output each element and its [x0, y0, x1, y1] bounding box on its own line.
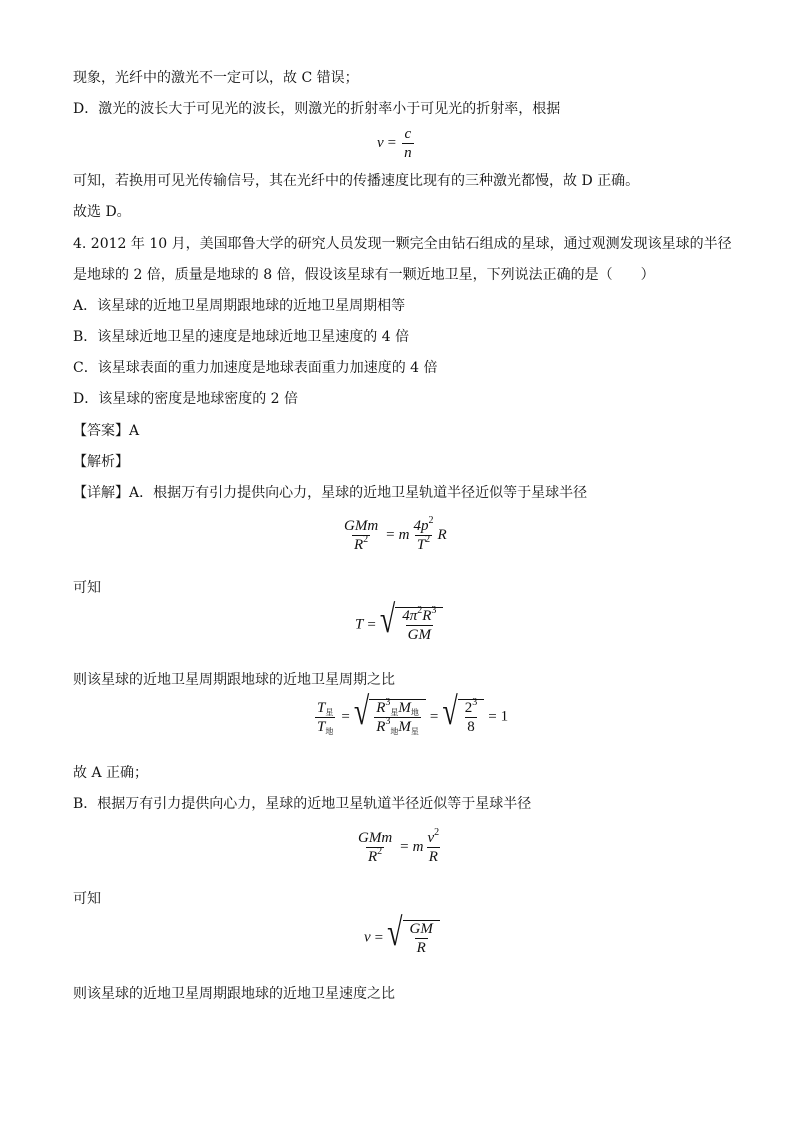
option-c: C．该星球表面的重力加速度是地球表面重力加速度的 4 倍 — [73, 360, 438, 376]
question-stem: 4. 2012 年 10 月，美国耶鲁大学的研究人员发现一颗完全由钻石组成的星球，通过观测发现该星球的半径 — [73, 236, 732, 252]
equation-velocity: v = √ $\frac{GM}{R}$ — [364, 920, 440, 956]
option-a: A．该星球的近地卫星周期跟地球的近地卫星周期相等 — [73, 298, 406, 314]
equation-period: T = √ $\frac{4\pi^2R^3}{GM}$ — [355, 607, 443, 643]
text-line: B．根据万有引力提供向心力，星球的近地卫星轨道半径近似等于星球半径 — [73, 796, 532, 812]
analysis-label: 【解析】 — [73, 454, 129, 470]
text-line: D．激光的波长大于可见光的波长，则激光的折射率小于可见光的折射率，根据 — [73, 101, 561, 117]
text-line: 则该星球的近地卫星周期跟地球的近地卫星速度之比 — [73, 986, 395, 1002]
text-line: 故 A 正确； — [73, 765, 149, 781]
text-line: 可知 — [73, 580, 101, 596]
text-line: 现象，光纤中的激光不一定可以，故 C 错误； — [73, 70, 359, 86]
text-line: 可知 — [73, 891, 101, 907]
text-line: 则该星球的近地卫星周期跟地球的近地卫星周期之比 — [73, 672, 395, 688]
equation-period-ratio: $\frac{T_星}{T_地}$ = √ $\frac{R^3_星M_地}{R^3_地M_星}$ = √ $\frac{2^3}{8}$ = 1 — [317, 690, 509, 736]
text-line: 故选 D。 — [73, 204, 131, 220]
equation-gravity-velocity: $\frac{\text{GMm}}{R^2}$ = m $\frac{v^2}{R}$ — [358, 827, 440, 865]
question-stem: 是地球的 2 倍，质量是地球的 8 倍，假设该星球有一颗近地卫星，下列说法正确的是（ ） — [73, 267, 655, 283]
text-line: 【详解】A．根据万有引力提供向心力，星球的近地卫星轨道半径近似等于星球半径 — [73, 485, 588, 501]
answer-label: 【答案】A — [73, 423, 140, 439]
text-line: 可知，若换用可见光传输信号，其在光纤中的传播速度比现有的三种激光都慢，故 D 正确。 — [73, 173, 640, 189]
option-b: B．该星球近地卫星的速度是地球近地卫星速度的 4 倍 — [73, 329, 410, 345]
option-d: D．该星球的密度是地球密度的 2 倍 — [73, 391, 299, 407]
equation-gravity-period: $\frac{\text{GMm}}{R^2}$ = m $\frac{4p^2}{T^2}$ R — [344, 515, 447, 553]
equation-v-c-over-n: v = $\frac{c}{n}$ — [377, 126, 412, 161]
